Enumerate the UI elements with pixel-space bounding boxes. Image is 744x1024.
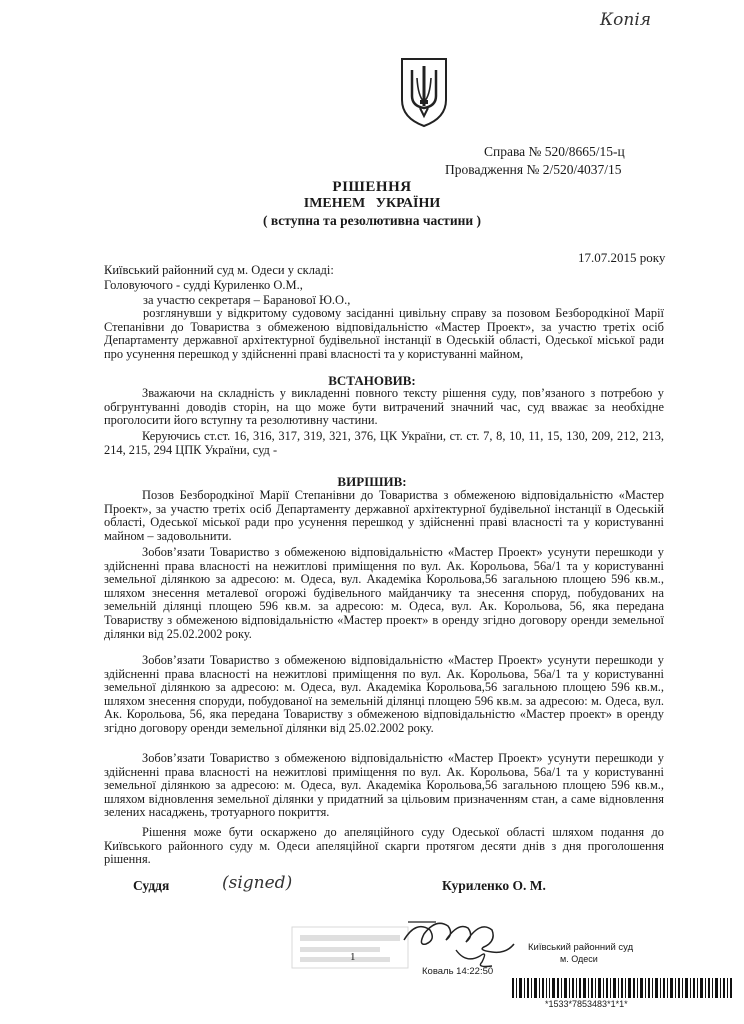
judge-label: Суддя	[133, 878, 170, 893]
signature-scribble	[396, 900, 526, 970]
faint-stamp-watermark	[290, 925, 410, 970]
established-text: Зважаючи на складність у викладенні повного тексту рішення суду, пов’язаного з потребою у обгрунтуванні доводів сторін, на що може бути витрачений значний час, суд вважає за необхідне проголосити його вступну та резолютивну частини.	[104, 386, 664, 428]
coat-of-arms-icon	[398, 56, 450, 128]
document-title: РІШЕННЯ	[332, 179, 412, 195]
court-composition: Київський районний суд м. Одеси у складі:	[104, 263, 334, 277]
handwritten-copy-mark: Копія	[600, 10, 652, 30]
case-number: Справа № 520/8665/15-ц	[484, 144, 625, 159]
barcode-text: *1533*7853483*1*1*	[545, 999, 628, 1009]
stamp-operator-time: Коваль 14:22:50	[422, 966, 494, 977]
page-number: 1	[350, 951, 356, 963]
document-subtitle: ІМЕНЕМ УКРАЇНИ	[303, 196, 441, 211]
handwritten-signed-note: (signed)	[222, 873, 293, 893]
proceeding-number: Провадження № 2/520/4037/15	[445, 162, 622, 177]
legal-basis: Керуючись ст.ст. 16, 316, 317, 319, 321, 376, ЦК України, ст. ст. 7, 8, 10, 11, 15, 130, 209, 212, 213, 214, 215, 294 ЦПК України, суд -	[104, 429, 664, 457]
appeal-notice: Рішення може бути оскаржено до апеляційного суду Одеської області шляхом подання до Київського районного суду м. Одеси апеляційної скарги протягом десяти днів з дня проголошення рішення.	[104, 825, 664, 867]
case-description: розглянувши у відкритому судовому засіданні цивільну справу за позовом Безбородкіної Марії Степанівни до Товариства з обмеженою відповідальністю «Мастер Проект», за участю третіх осіб Департаменту державної архітектурної будівельної інстанції в Одеській області, Одеської міської ради про усунення перешкод у здійсненні праві власності та у користуванні майном,	[104, 306, 664, 361]
ruling-paragraph-3: Зобов’язати Товариство з обмеженою відповідальністю «Мастер Проект» усунути перешкоди у здійсненні права власності на нежитлові приміщення по вул. Ак. Корольова, 56а/1 та у користуванні земельної ділянкою за адресою: м. Одеса, вул. Академіка Корольова,56 загальною площею 596 кв.м., шляхом знесення споруди, побудованої на земельній ділянці площею 596 кв.м. за адресою: м. Одеса, вул. Ак. Корольова, 56, яка передана Товариству з обмеженою відповідальністю «Мастер проект» в оренду згідно договору оренди земельної ділянки від 25.02.2002 року.	[104, 653, 664, 735]
court-secretary: за участю секретаря – Баранової Ю.О.,	[143, 293, 351, 307]
stamp-court-name: Київський районний суд	[528, 942, 634, 953]
ruling-paragraph-1: Позов Безбородкіної Марії Степанівни до Товариства з обмеженою відповідальністю «Мастер Проект», за участю третіх осіб Департаменту державної архітектурної будівельної інстанції в Одеській області, Одеської міської ради про усунення перешкод у здійсненні праві власності та у користуванні майном – задовольнити.	[104, 488, 664, 543]
decision-date: 17.07.2015 року	[578, 250, 666, 265]
stamp-city: м. Одеси	[560, 954, 598, 964]
ruling-paragraph-2: Зобов’язати Товариство з обмеженою відповідальністю «Мастер Проект» усунути перешкоди у здійсненні права власності на нежитлові приміщення по вул. Ак. Корольова, 56а/1 та у користуванні земельної ділянкою за адресою: м. Одеса, вул. Академіка Корольова,56 загальною площею 596 кв.м., шляхом знесення металевої огорожі будівельного майданчику та знесення споруд, побудованих на земельній ділянці площею 596 кв.м. за адресою: м. Одеса, вул. Ак. Корольова, 56, яка передана Товариству з обмеженою відповідальністю «Мастер проект» в оренду згідно договору оренди земельної ділянки від 25.02.2002 року.	[104, 545, 664, 641]
established-heading: ВСТАНОВИВ:	[328, 373, 416, 388]
presiding-judge: Головуючого - судді Куриленко О.М.,	[104, 278, 303, 292]
parts-note: ( вступна та резолютивна частини )	[262, 213, 482, 228]
judge-name: Куриленко О. М.	[442, 878, 546, 893]
decided-heading: ВИРІШИВ:	[337, 474, 407, 489]
barcode	[512, 978, 732, 998]
ruling-paragraph-4: Зобов’язати Товариство з обмеженою відповідальністю «Мастер Проект» усунути перешкоди у здійсненні права власності на нежитлові приміщення по вул. Ак. Корольова, 56а/1 та у користуванні земельної ділянкою за адресою: м. Одеса, вул. Академіка Корольова,56 загальною площею 596 кв.м., шляхом відновлення земельної ділянки у придатний за цільовим призначенням стан, а саме відновлення зелених насаджень, тротуарного покриття.	[104, 751, 664, 820]
